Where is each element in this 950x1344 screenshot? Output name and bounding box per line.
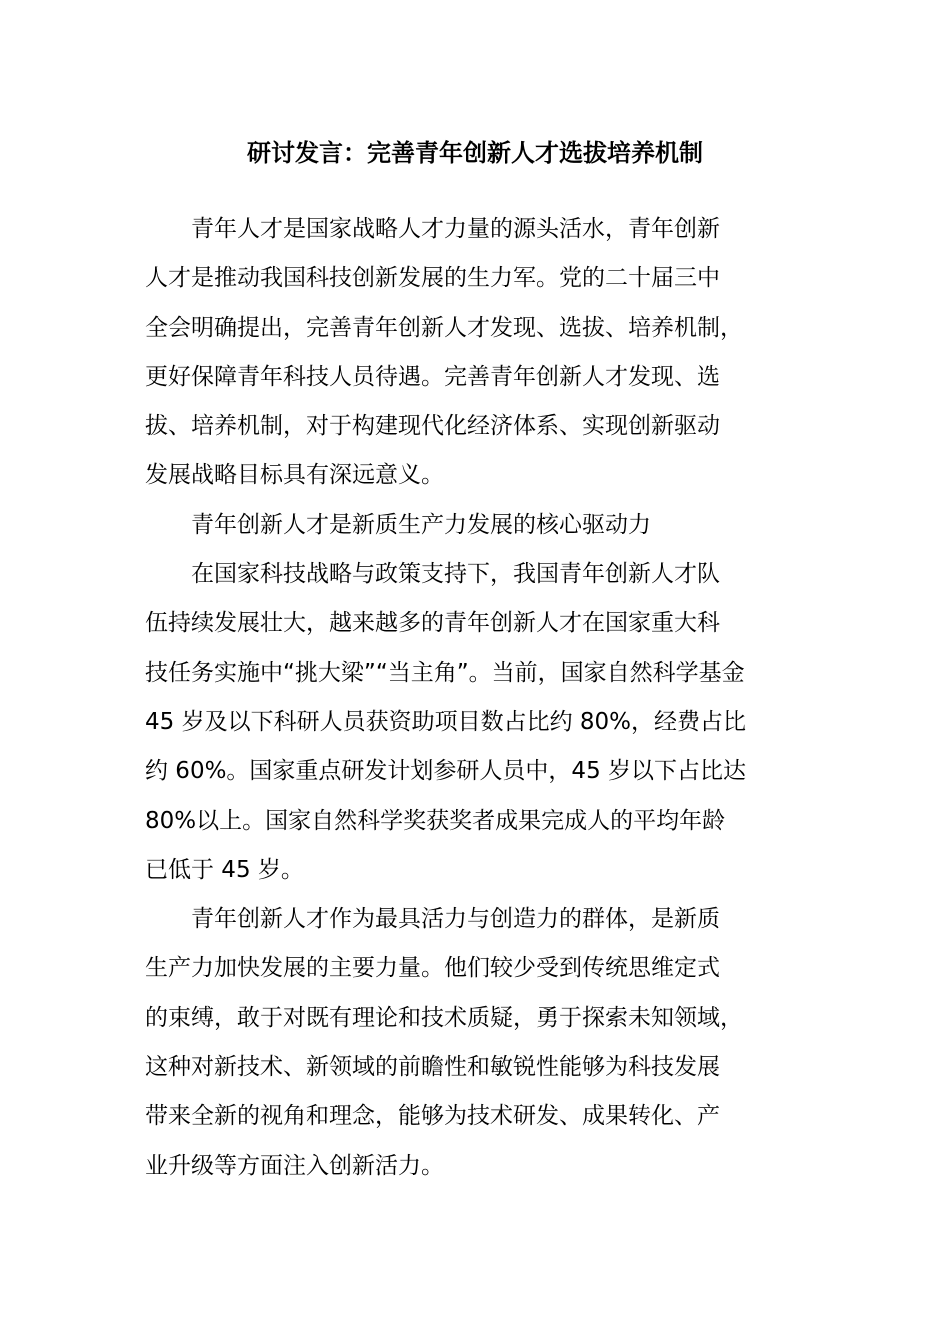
paragraph-2-subheading bbox=[145, 501, 807, 550]
text-line: 技任务实施中“挑大梁”“当主角”。当前，国家自然科学基金 bbox=[145, 659, 745, 686]
text-line: 人才是推动我国科技创新发展的生力军。党的二十届三中 bbox=[145, 265, 720, 292]
text-line: 在国家科技战略与政策支持下，我国青年创新人才队 bbox=[191, 561, 720, 588]
text-line: 带来全新的视角和理念，能够为技术研发、成果转化、产 bbox=[145, 1103, 720, 1130]
text-line: 80%以上。国家自然科学奖获奖者成果完成人的平均年龄 bbox=[145, 807, 726, 834]
text-line: 已低于 45 岁。 bbox=[145, 856, 304, 883]
text-line: 青年人才是国家战略人才力量的源头活水，青年创新 bbox=[191, 216, 720, 242]
text-line: 这种对新技术、新领域的前瞻性和敏锐性能够为科技发展 bbox=[145, 1054, 720, 1081]
text-line: 拔、培养机制，对于构建现代化经济体系、实现创新驱动 bbox=[145, 413, 720, 440]
text-line: 业升级等方面注入创新活力。 bbox=[145, 1152, 444, 1179]
text-line: 发展战略目标具有深远意义。 bbox=[145, 462, 444, 489]
paragraph-4 bbox=[145, 895, 807, 1191]
document-title: 研讨发言：完善青年创新人才选拔培养机制 bbox=[247, 139, 703, 167]
paragraph-3 bbox=[145, 550, 807, 895]
paragraph-1 bbox=[145, 205, 807, 501]
document-body bbox=[145, 205, 807, 1191]
text-line: 45 岁及以下科研人员获资助项目数占比约 80%，经费占比 bbox=[145, 708, 747, 735]
text-line: 的束缚，敢于对既有理论和技术质疑，勇于探索未知领域， bbox=[145, 1004, 743, 1031]
text-line: 青年创新人才是新质生产力发展的核心驱动力 bbox=[191, 511, 651, 538]
text-line: 全会明确提出，完善青年创新人才发现、选拔、培养机制， bbox=[145, 314, 743, 341]
text-line: 约 60%。国家重点研发计划参研人员中，45 岁以下占比达 bbox=[145, 758, 747, 785]
text-line: 生产力加快发展的主要力量。他们较少受到传统思维定式 bbox=[145, 955, 720, 982]
text-line: 青年创新人才作为最具活力与创造力的群体，是新质 bbox=[191, 906, 720, 933]
text-line: 伍持续发展壮大，越来越多的青年创新人才在国家重大科 bbox=[145, 610, 720, 637]
text-line: 更好保障青年科技人员待遇。完善青年创新人才发现、选 bbox=[145, 363, 720, 390]
